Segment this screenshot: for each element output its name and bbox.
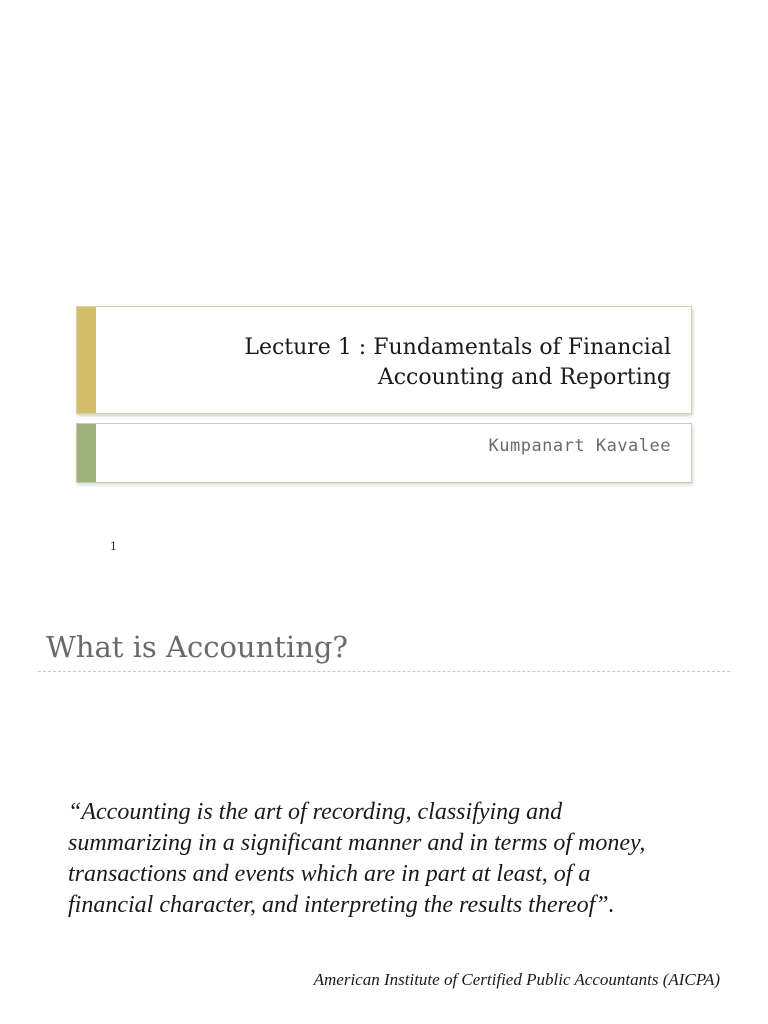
title-box bbox=[76, 306, 692, 414]
definition-quote: “Accounting is the art of recording, classifying and summarizing in a significant manner and in terms of money, transactions and events which are in part at least, of a financial character, and interpreting the results thereof”. bbox=[68, 799, 646, 918]
author-box bbox=[76, 423, 692, 483]
title-accent-bar bbox=[77, 307, 96, 413]
heading-divider bbox=[38, 671, 730, 672]
slide-heading: What is Accounting? bbox=[46, 630, 348, 664]
page-number: 1 bbox=[110, 540, 117, 553]
author-name: Kumpanart Kavalee bbox=[488, 436, 671, 456]
lecture-title: Lecture 1 : Fundamentals of Financial Accounting and Reporting bbox=[244, 335, 671, 390]
quote-source: American Institute of Certified Public Accountants (AICPA) bbox=[313, 970, 720, 989]
author-accent-bar bbox=[77, 424, 96, 482]
